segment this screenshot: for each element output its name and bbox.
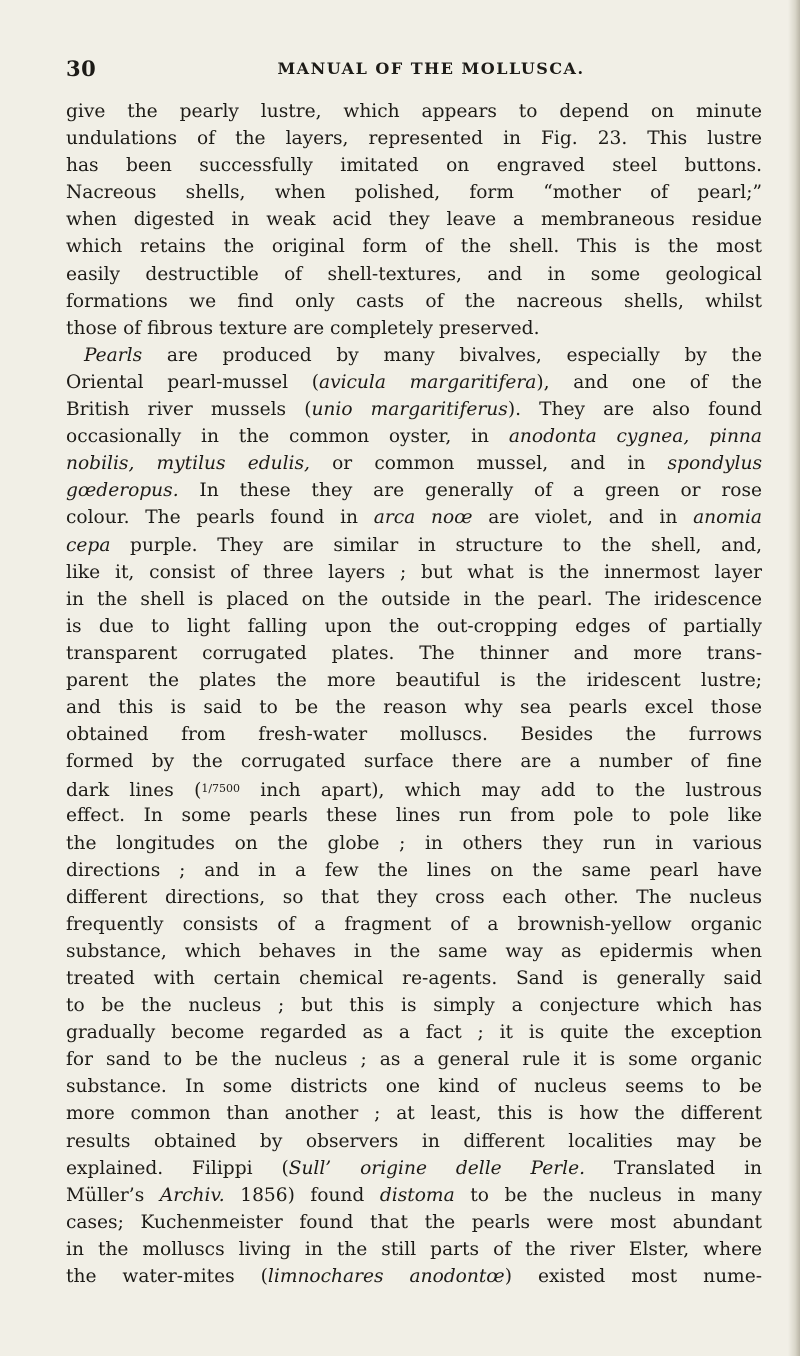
- text-segment: more common than another ; at least, this is how the different: [66, 1103, 762, 1125]
- italic-term: arca noœ: [373, 507, 473, 529]
- text-segment: results obtained by observers in different localities may be: [66, 1130, 762, 1152]
- italic-term: Sull’ origine delle Perle.: [288, 1157, 585, 1179]
- text-segment: British river mussels (: [66, 399, 312, 421]
- text-segment: parent the plates the more beautiful is the iridescent lustre;: [66, 669, 762, 691]
- text-segment: to be the nucleus ; but this is simply a conjecture which has: [66, 995, 762, 1017]
- text-segment: directions ; and in a few the lines on the same pearl have: [66, 859, 762, 881]
- text-segment: Oriental pearl-mussel (: [66, 371, 319, 393]
- text-segment: are produced by many bivalves, especially by the: [142, 344, 762, 366]
- text-line: [66, 504, 762, 531]
- text-segment: ). They are also found: [507, 399, 762, 421]
- italic-term: anodonta cygnea, pinna: [508, 426, 762, 448]
- text-segment: formations we find only casts of the nacreous shells, whilst: [66, 290, 762, 312]
- text-segment: cases; Kuchenmeister found that the pearls were most abundant: [66, 1211, 762, 1233]
- text-segment: the water-mites (: [66, 1266, 268, 1288]
- text-segment: ), and one of the: [536, 371, 762, 393]
- text-line: [66, 1128, 762, 1155]
- italic-term: gœderopus.: [66, 480, 179, 502]
- text-line: [66, 857, 762, 884]
- page-number: 30: [66, 56, 97, 81]
- text-line: [66, 98, 762, 125]
- text-segment: give the pearly lustre, which appears to depend on minute: [66, 101, 762, 122]
- page-edge-shadow: [788, 0, 800, 1356]
- text-line: [66, 586, 762, 613]
- text-segment: transparent corrugated plates. The thinner and more trans-: [66, 642, 762, 664]
- text-line: [66, 125, 762, 152]
- text-line: [66, 179, 762, 206]
- text-line: [66, 477, 762, 504]
- text-segment: Nacreous shells, when polished, form “mother of pearl;”: [66, 182, 762, 204]
- text-segment: In these they are generally of a green or rose: [178, 480, 762, 502]
- text-line: [66, 261, 762, 288]
- text-line: [66, 315, 762, 342]
- text-line: [66, 369, 762, 396]
- text-segment: ) existed most nume-: [504, 1266, 762, 1288]
- text-line: [66, 559, 762, 586]
- text-segment: or common mussel, and in: [309, 453, 668, 475]
- text-line: [66, 802, 762, 829]
- text-line: [66, 911, 762, 938]
- fraction: 1/7500: [201, 782, 241, 796]
- text-line: [66, 1155, 762, 1182]
- text-segment: is due to light falling upon the out-cropping edges of partially: [66, 615, 762, 637]
- text-segment: treated with certain chemical re-agents. Sand is generally said: [66, 968, 762, 989]
- text-line: [66, 1046, 762, 1073]
- italic-term: avicula margaritifera: [318, 371, 537, 393]
- text-segment: when digested in weak acid they leave a membraneous residue: [66, 209, 762, 231]
- text-segment: explained. Filippi (: [66, 1157, 289, 1179]
- text-line: [66, 938, 762, 965]
- text-segment: has been successfully imitated on engraved steel buttons.: [66, 155, 762, 177]
- text-line: [66, 830, 762, 857]
- text-segment: easily destructible of shell-textures, and in some geological: [66, 263, 762, 285]
- text-segment: those of fibrous texture are completely preserved.: [66, 317, 540, 339]
- text-line: [66, 992, 762, 1019]
- italic-term: nobilis, mytilus edulis,: [66, 453, 310, 475]
- italic-term: spondylus: [667, 453, 762, 475]
- text-line: [66, 423, 762, 450]
- text-segment: gradually become regarded as a fact ; it is quite the exception: [66, 1022, 762, 1044]
- text-segment: for sand to be the nucleus ; as a general rule it is some organic: [66, 1049, 762, 1071]
- text-segment: purple. They are similar in structure to the shell, and,: [110, 534, 762, 556]
- text-line: [66, 532, 762, 559]
- italic-term: Archiv.: [159, 1184, 225, 1206]
- italic-term: cepa: [66, 534, 111, 556]
- text-line: [66, 396, 762, 423]
- text-segment: different directions, so that they cross each other. The nucleus: [66, 886, 762, 908]
- text-line: [66, 450, 762, 477]
- text-line: [66, 775, 762, 802]
- text-line: [66, 667, 762, 694]
- page-header: [66, 56, 756, 86]
- text-line: [66, 342, 762, 369]
- italic-term: Pearls: [84, 344, 143, 366]
- text-segment: Translated in: [585, 1157, 763, 1179]
- text-segment: and this is said to be the reason why sea pearls excel those: [66, 697, 762, 719]
- text-segment: obtained from fresh-water molluscs. Besides the furrows: [66, 724, 762, 746]
- text-segment: dark lines (: [66, 780, 202, 802]
- italic-term: unio margaritiferus: [311, 399, 508, 421]
- text-segment: like it, consist of three layers ; but what is the innermost layer: [66, 561, 762, 583]
- text-segment: in the molluscs living in the still parts of the river Elster, where: [66, 1238, 762, 1260]
- body-text: [66, 98, 762, 1290]
- running-head: MANUAL OF THE MOLLUSCA.: [277, 59, 585, 78]
- text-line: [66, 288, 762, 315]
- text-segment: effect. In some pearls these lines run from pole to pole like: [66, 805, 762, 827]
- text-line: [66, 1263, 762, 1290]
- text-segment: to be the nucleus in many: [454, 1184, 762, 1206]
- italic-term: anomia: [693, 507, 762, 529]
- text-segment: Müller’s: [66, 1184, 160, 1206]
- text-segment: frequently consists of a fragment of a brownish-yellow organic: [66, 913, 762, 935]
- text-line: [66, 1019, 762, 1046]
- text-segment: the longitudes on the globe ; in others they run in various: [66, 832, 762, 854]
- italic-term: distoma: [379, 1184, 455, 1206]
- text-line: [66, 1073, 762, 1100]
- text-line: [66, 965, 762, 992]
- text-line: [66, 152, 762, 179]
- text-segment: substance. In some districts one kind of nucleus seems to be: [66, 1076, 762, 1098]
- text-segment: inch apart), which may add to the lustrous: [240, 780, 762, 802]
- text-segment: substance, which behaves in the same way as epidermis when: [66, 940, 762, 962]
- text-segment: occasionally in the common oyster, in: [66, 426, 509, 448]
- italic-term: limnochares anodontœ: [267, 1266, 505, 1288]
- text-line: [66, 1100, 762, 1127]
- text-segment: colour. The pearls found in: [66, 507, 374, 529]
- text-segment: undulations of the layers, represented in Fig. 23. This lustre: [66, 128, 762, 150]
- text-line: [66, 640, 762, 667]
- text-line: [66, 233, 762, 260]
- text-line: [66, 613, 762, 640]
- text-line: [66, 206, 762, 233]
- text-segment: formed by the corrugated surface there are a number of fine: [66, 751, 762, 773]
- text-line: [66, 884, 762, 911]
- text-line: [66, 1182, 762, 1209]
- text-line: [66, 748, 762, 775]
- text-line: [66, 1209, 762, 1236]
- text-line: [66, 1236, 762, 1263]
- text-line: [66, 721, 762, 748]
- text-segment: which retains the original form of the shell. This is the most: [66, 236, 762, 258]
- text-segment: are violet, and in: [472, 507, 694, 529]
- text-segment: in the shell is placed on the outside in the pearl. The iridescence: [66, 588, 762, 610]
- text-line: [66, 694, 762, 721]
- text-segment: 1856) found: [224, 1184, 380, 1206]
